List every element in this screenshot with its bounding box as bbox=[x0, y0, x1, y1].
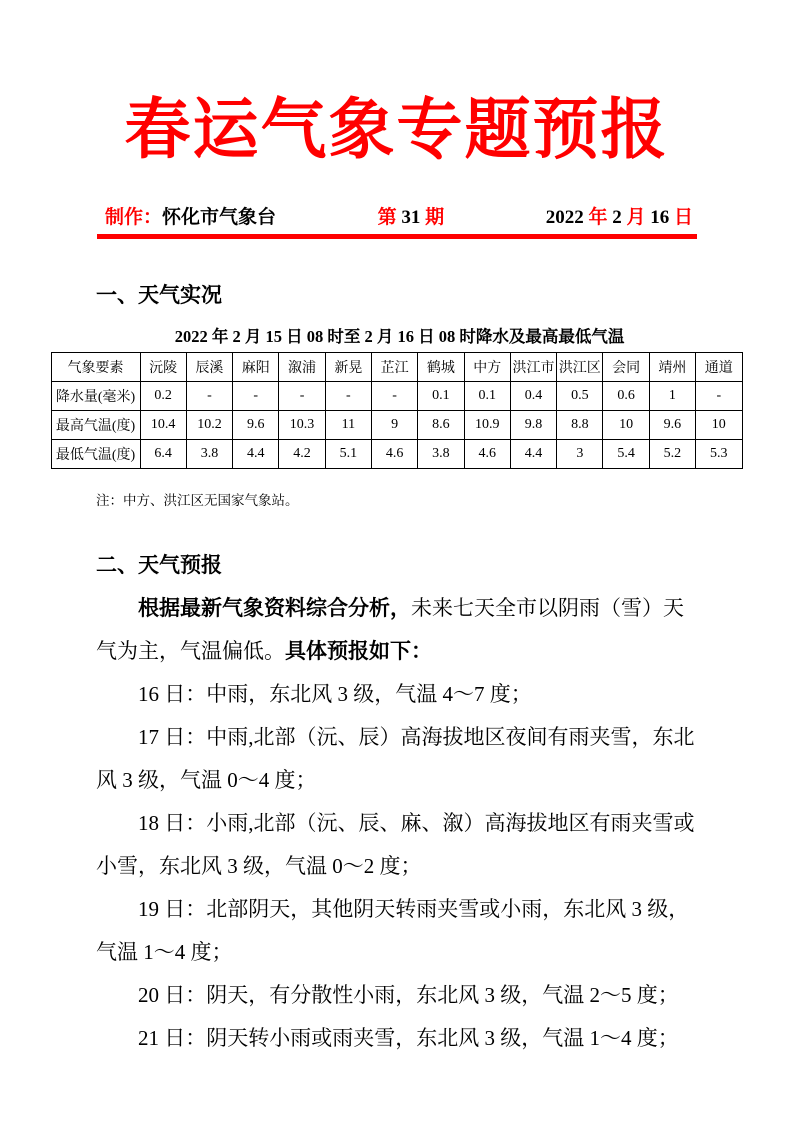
producer bbox=[105, 202, 276, 229]
table-header-cell: 会同 bbox=[603, 353, 649, 382]
table-cell: - bbox=[371, 382, 417, 411]
table-cell: 0.6 bbox=[603, 382, 649, 411]
table-cell: 10.2 bbox=[186, 411, 232, 440]
date-month-unit: 月 bbox=[626, 207, 646, 228]
table-cell: 10.9 bbox=[464, 411, 510, 440]
forecast-intro-normal: 未来七天全市以阴雨（雪）天气为主，气温偏低。 bbox=[96, 596, 684, 663]
red-divider bbox=[97, 234, 697, 239]
table-cell: 0.1 bbox=[464, 382, 510, 411]
table-cell: 9.6 bbox=[649, 411, 695, 440]
forecast-day-19: 19 日：北部阴天，其他阴天转雨夹雪或小雨，东北风 3 级，气温 1～4 度； bbox=[96, 897, 690, 964]
table-cell: 3 bbox=[557, 440, 603, 469]
table-cell: 8.8 bbox=[557, 411, 603, 440]
date-year: 2022 bbox=[545, 207, 589, 228]
forecast-section bbox=[96, 587, 703, 1060]
table-cell: - bbox=[325, 382, 371, 411]
weather-table bbox=[51, 352, 743, 469]
table-cell: 5.2 bbox=[649, 440, 695, 469]
table-header-cell: 辰溪 bbox=[186, 353, 232, 382]
forecast-intro-bold-tail: 具体预报如下： bbox=[285, 640, 432, 663]
table-row-label: 最低气温(度) bbox=[51, 440, 140, 469]
forecast-day-18: 18 日：小雨,北部（沅、辰、麻、溆）高海拔地区有雨夹雪或小雪，东北风 3 级，气温 0～2 度； bbox=[96, 811, 695, 878]
table-cell: 5.4 bbox=[603, 440, 649, 469]
issue-number bbox=[378, 202, 445, 229]
meta-row bbox=[105, 202, 693, 229]
table-cell: 10 bbox=[696, 411, 742, 440]
table-header-cell: 通道 bbox=[696, 353, 742, 382]
table-cell: 0.4 bbox=[510, 382, 556, 411]
forecast-day-20: 20 日：阴天，有分散性小雨，东北风 3 级，气温 2～5 度； bbox=[138, 983, 679, 1007]
table-header-cell: 中方 bbox=[464, 353, 510, 382]
table-cell: - bbox=[186, 382, 232, 411]
table-header-cell: 鹤城 bbox=[418, 353, 464, 382]
table-cell: 3.8 bbox=[186, 440, 232, 469]
table-cell: 4.4 bbox=[510, 440, 556, 469]
section2-heading: 二、天气预报 bbox=[96, 554, 222, 577]
table-header-cell: 溆浦 bbox=[279, 353, 325, 382]
table-cell: 1 bbox=[649, 382, 695, 411]
table-header-cell: 洪江市 bbox=[510, 353, 556, 382]
producer-name: 怀化市气象台 bbox=[162, 207, 277, 228]
table-header-cell: 麻阳 bbox=[233, 353, 279, 382]
table-cell: 4.6 bbox=[464, 440, 510, 469]
issue-prefix: 第 bbox=[377, 207, 397, 228]
forecast-intro-bold-lead: 根据最新气象资料综合分析， bbox=[138, 597, 411, 620]
table-cell: 5.3 bbox=[696, 440, 742, 469]
forecast-day-16: 16 日：中雨，东北风 3 级，气温 4～7 度； bbox=[138, 682, 532, 706]
table-cell: 0.1 bbox=[418, 382, 464, 411]
table-cell: 5.1 bbox=[325, 440, 371, 469]
issue-date bbox=[546, 202, 693, 229]
table-row-label: 最高气温(度) bbox=[51, 411, 140, 440]
weather-table-caption: 2022 年 2 月 15 日 08 时至 2 月 16 日 08 时降水及最高最低气温 bbox=[174, 327, 625, 346]
issue-suffix: 期 bbox=[425, 207, 445, 228]
table-cell: - bbox=[279, 382, 325, 411]
table-cell: 6.4 bbox=[140, 440, 186, 469]
table-row bbox=[51, 440, 742, 469]
table-cell: - bbox=[233, 382, 279, 411]
table-cell: 8.6 bbox=[418, 411, 464, 440]
table-cell: 10 bbox=[603, 411, 649, 440]
table-row bbox=[51, 382, 742, 411]
document-title: 春运气象专题预报 bbox=[124, 94, 669, 167]
table-cell: 9 bbox=[371, 411, 417, 440]
table-row bbox=[51, 411, 742, 440]
table-header-cell: 气象要素 bbox=[51, 353, 140, 382]
table-cell: 4.6 bbox=[371, 440, 417, 469]
table-header-cell: 新晃 bbox=[325, 353, 371, 382]
table-cell: 3.8 bbox=[418, 440, 464, 469]
table-cell: 10.4 bbox=[140, 411, 186, 440]
date-month: 2 bbox=[607, 207, 627, 228]
body-column bbox=[96, 279, 703, 347]
table-cell: 0.2 bbox=[140, 382, 186, 411]
table-header-cell: 沅陵 bbox=[140, 353, 186, 382]
table-cell: 9.6 bbox=[233, 411, 279, 440]
table-cell: - bbox=[696, 382, 742, 411]
section1-heading: 一、天气实况 bbox=[96, 284, 222, 307]
table-cell: 4.2 bbox=[279, 440, 325, 469]
date-day: 16 bbox=[645, 207, 674, 228]
forecast-intro bbox=[96, 587, 703, 673]
table-header-cell: 靖州 bbox=[649, 353, 695, 382]
date-year-unit: 年 bbox=[588, 207, 608, 228]
date-day-unit: 日 bbox=[673, 207, 693, 228]
table-cell: 4.4 bbox=[233, 440, 279, 469]
table-row-label: 降水量(毫米) bbox=[51, 382, 140, 411]
forecast-day-21: 21 日：阴天转小雨或雨夹雪，东北风 3 级，气温 1～4 度； bbox=[138, 1026, 679, 1050]
forecast-day-17: 17 日：中雨,北部（沅、辰）高海拔地区夜间有雨夹雪，东北风 3 级，气温 0～4 度； bbox=[96, 725, 695, 792]
table-cell: 0.5 bbox=[557, 382, 603, 411]
producer-label: 制作： bbox=[105, 207, 163, 228]
table-header-cell: 芷江 bbox=[371, 353, 417, 382]
table-note: 注：中方、洪江区无国家气象站。 bbox=[96, 493, 299, 508]
table-cell: 10.3 bbox=[279, 411, 325, 440]
table-cell: 9.8 bbox=[510, 411, 556, 440]
table-header-cell: 洪江区 bbox=[557, 353, 603, 382]
issue-value: 31 bbox=[396, 207, 426, 228]
body-column-2 bbox=[96, 489, 703, 1060]
table-cell: 11 bbox=[325, 411, 371, 440]
